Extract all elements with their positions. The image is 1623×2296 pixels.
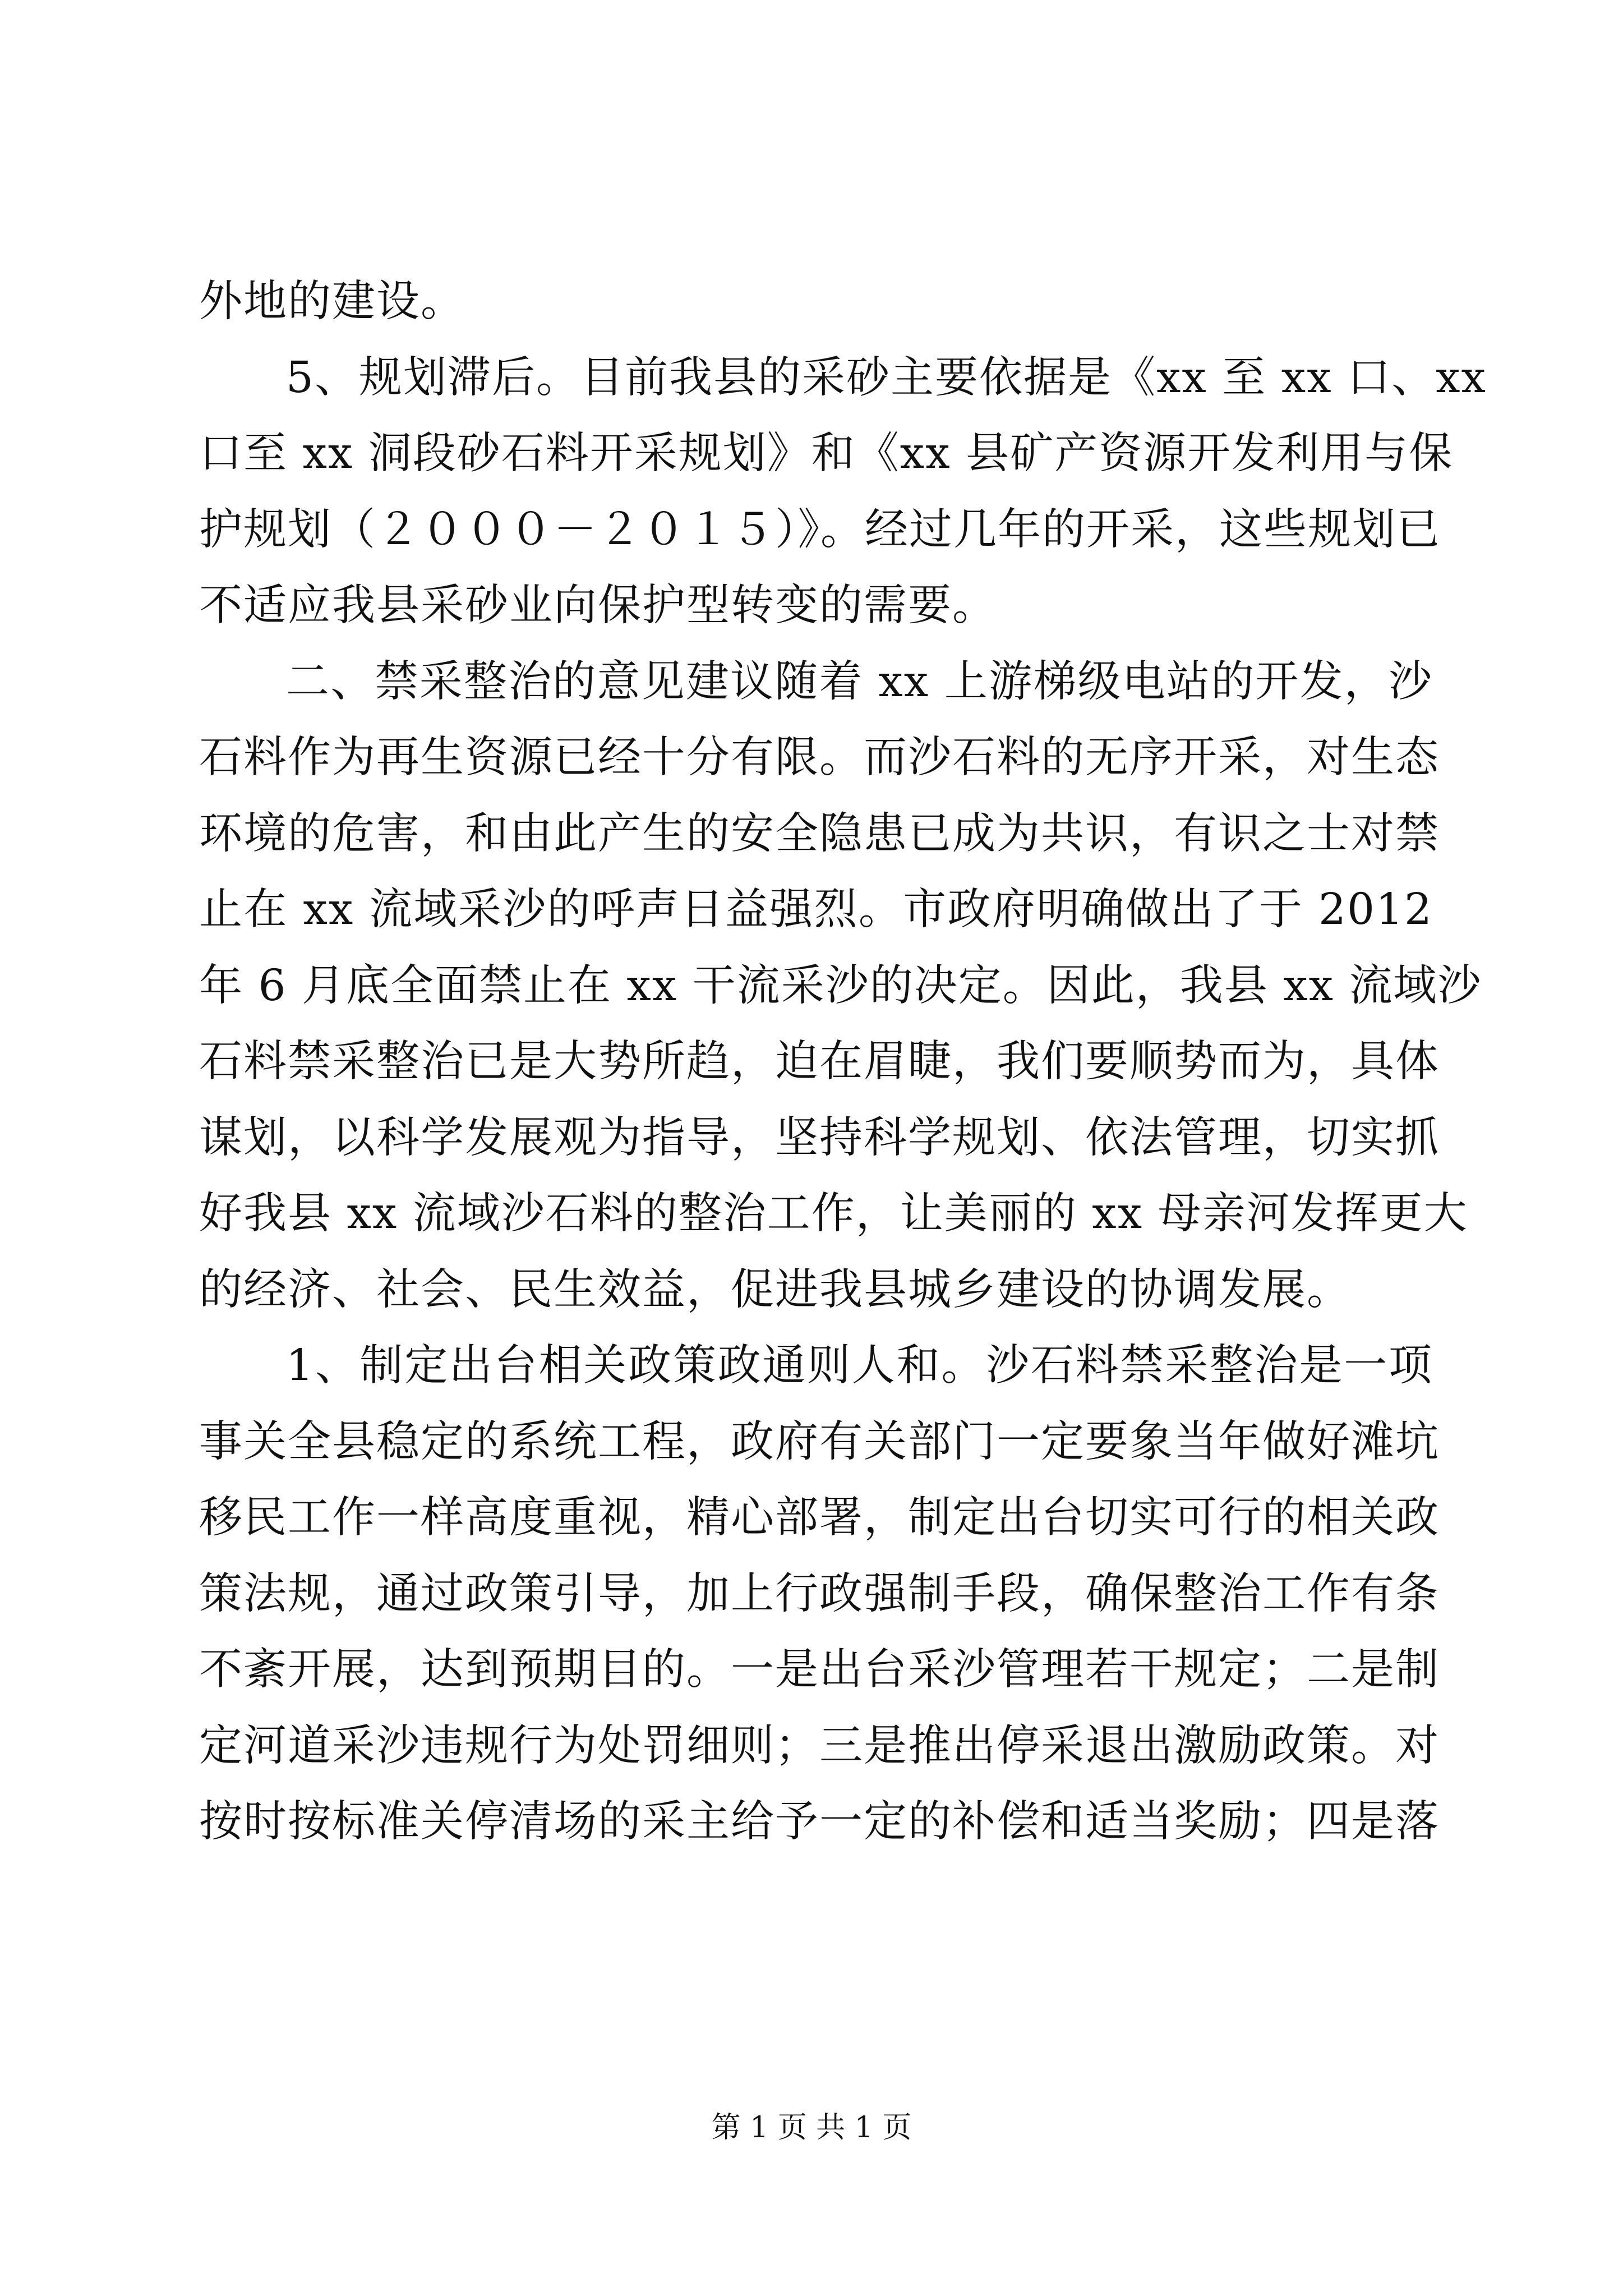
document-body xyxy=(199,264,1487,1860)
text-line: 环境的危害，和由此产生的安全隐患已成为共识，有识之士对禁 xyxy=(199,808,1440,859)
text-line: 事关全县稳定的系统工程，政府有关部门一定要象当年做好滩坑 xyxy=(199,1416,1440,1467)
text-line: 不适应我县采砂业向保护型转变的需要。 xyxy=(199,581,997,631)
text-line: 外地的建设。 xyxy=(199,277,465,326)
text-line: 1、制定出台相关政策政通则人和。沙石料禁采整治是一项 xyxy=(286,1341,1433,1391)
text-line: 护规划（２０００－２０１５）》。经过几年的开采，这些规划已 xyxy=(199,504,1441,555)
text-line: 石料禁采整治已是大势所趋，迫在眉睫，我们要顺势而为，具体 xyxy=(199,1037,1440,1087)
text-line: 谋划，以科学发展观为指导，坚持科学规划、依法管理，切实抓 xyxy=(199,1112,1440,1163)
text-line: 移民工作一样高度重视，精心部署，制定出台切实可行的相关政 xyxy=(199,1493,1440,1543)
text-line: 口至 xx 洞段砂石料开采规划》和《xx 县矿产资源开发利用与保 xyxy=(199,429,1454,478)
text-line: 二、禁采整治的意见建议随着 xx 上游梯级电站的开发，沙 xyxy=(286,656,1433,707)
page-footer: 第 1 页 共 1 页 xyxy=(711,2111,912,2145)
text-line: 定河道采沙违规行为处罚细则；三是推出停采退出激励政策。对 xyxy=(199,1720,1440,1771)
text-line: 好我县 xx 流域沙石料的整治工作，让美丽的 xx 母亲河发挥更大 xyxy=(199,1189,1468,1239)
text-line: 止在 xx 流域采沙的呼声日益强烈。市政府明确做出了于 2012 xyxy=(199,885,1433,935)
text-line: 不紊开展，达到预期目的。一是出台采沙管理若干规定；二是制 xyxy=(199,1645,1440,1695)
text-line: 策法规，通过政策引导，加上行政强制手段，确保整治工作有条 xyxy=(199,1568,1440,1619)
text-line: 5、规划滞后。目前我县的采砂主要依据是《xx 至 xx 口、xx xyxy=(286,352,1487,403)
text-line: 的经济、社会、民生效益，促进我县城乡建设的协调发展。 xyxy=(199,1264,1351,1315)
text-line: 石料作为再生资源已经十分有限。而沙石料的无序开采，对生态 xyxy=(199,733,1440,783)
text-line: 年 6 月底全面禁止在 xx 干流采沙的决定。因此，我县 xx 流域沙 xyxy=(199,960,1482,1011)
text-line: 按时按标准关停清场的采主给予一定的补偿和适当奖励；四是落 xyxy=(199,1797,1440,1847)
